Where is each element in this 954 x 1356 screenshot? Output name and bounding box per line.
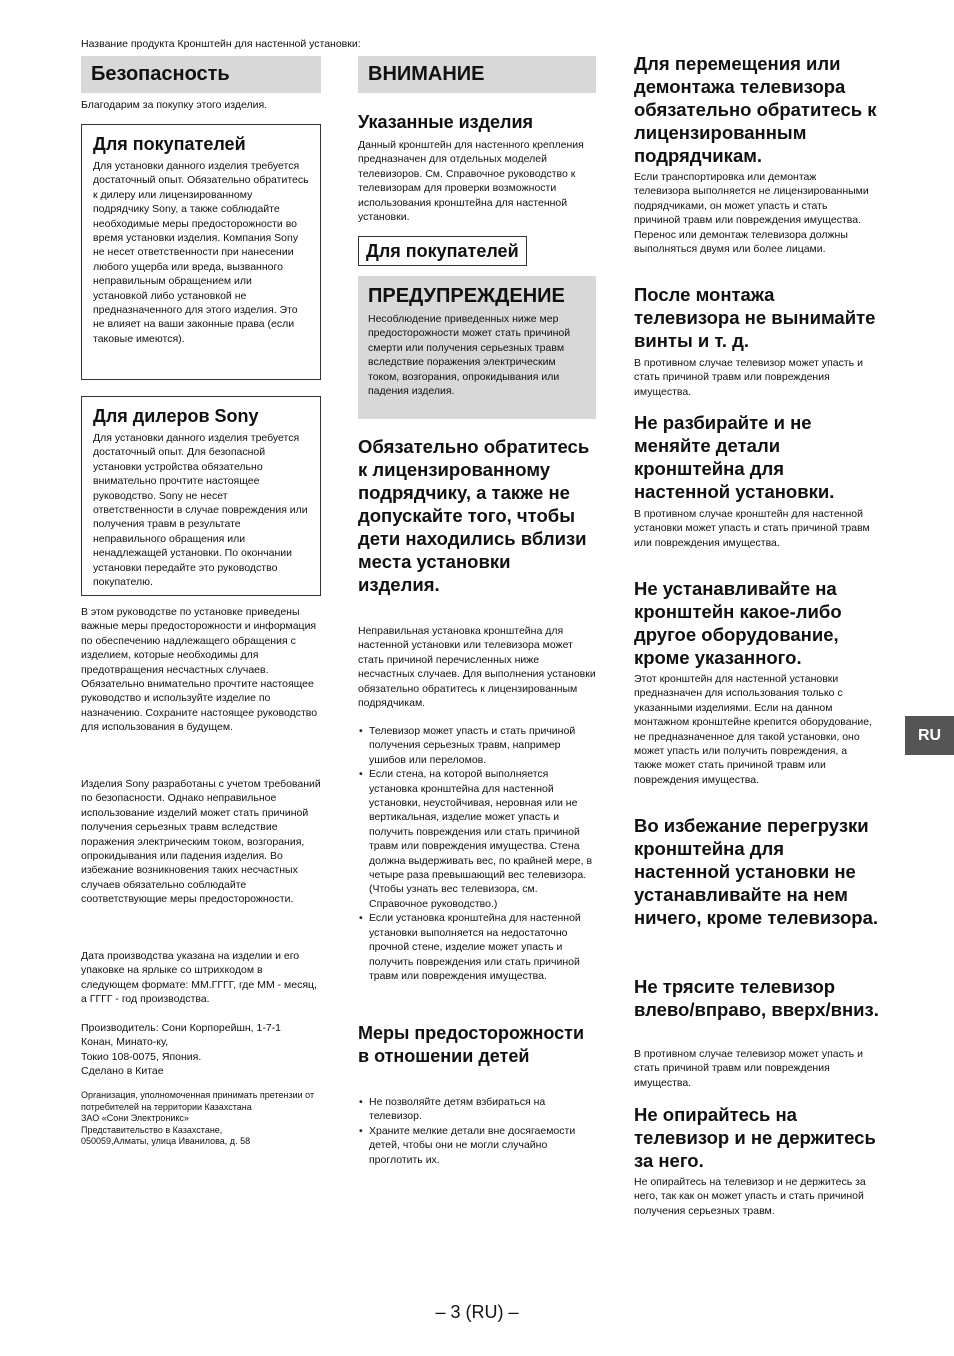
language-tab: RU: [905, 716, 954, 755]
overload-title: Во избежание перегрузки кронштейна для настенной установки не устанавливайте на нем ничего, кроме телевизора.: [634, 815, 879, 928]
specified-products-text: Данный кронштейн для настенного крепления предназначен для отдельных моделей телевизоров. См. Справочное руководство к телевизорам для проверки возможности использования кронштейна для настенной установки.: [358, 139, 584, 224]
list-item: • Не позволяйте детям взбираться на телевизор.: [369, 1095, 599, 1124]
warning-box: [358, 276, 596, 419]
other-equipment-text: Этот кронштейн для настенной установки предназначен для использования только с указанными изделиями. Если на данном монтажном кронштейне крепится оборудование, не предназначенное для такой установки, оно может упасть или получить повреждения, а также может стать причиной травм или повреждения имущества.: [634, 673, 873, 786]
org-line: ЗАО «Сони Электроникс»: [81, 1113, 189, 1124]
maker-line: Конан, Минато-ку,: [81, 1036, 169, 1049]
buyers-box-title: Для покупателей: [93, 134, 246, 154]
warning-text: Несоблюдение приведенных ниже мер предосторожности может стать причиной смерти или получения серьезных травм вследствие поражения электрическим током, возгорания, опрокидывания или падения изделия.: [368, 313, 571, 398]
dealers-box-text: Для установки данного изделия требуется достаточный опыт. Для безопасной установки устройства обязательно внимательно прочтите настоящее руководство. Sony не несет ответственности в случае повреждения или получения травм в результате неправильного обращения или ненадлежащей установки. По окончании установки передайте это руководство покупателю.: [93, 432, 308, 589]
shake-title: Не трясите телевизор влево/вправо, вверх/вниз.: [634, 976, 879, 1020]
contractor-title: Обязательно обратитесь к лицензированному подрядчику, а также не допускайте того, чтобы дети находились вблизи места установки изделия.: [358, 436, 590, 595]
moving-text: Если транспортировка или демонтаж телевизора выполняется не лицензированными подрядчиками, он может упасть и стать причиной травм или повреждения имущества. Перенос или демонтаж телевизора должны выполняться двумя или более лицами.: [634, 171, 869, 256]
warning-title: ПРЕДУПРЕЖДЕНИЕ: [368, 285, 565, 307]
list-item: • Телевизор может упасть и стать причиной получения серьезных травм, например ушибов или переломов.: [369, 724, 595, 767]
screws-title: После монтажа телевизора не вынимайте винты и т. д.: [634, 284, 876, 351]
intro-paragraph: В этом руководстве по установке приведены важные меры предосторожности и информация по обеспечению надлежащего обращения с изделием, которые необходимы для предотвращения несчастных случаев. Обязательно внимательно прочтите настоящее руководство и используйте изделие по назначению. Сохраните настоящее руководство для использования в будущем.: [81, 606, 318, 734]
overload-text: В противном случае телевизор может упасть и стать причиной травм или повреждения имущества.: [634, 1048, 863, 1089]
attention-title: ВНИМАНИЕ: [358, 56, 596, 93]
buyers-box-text: Для установки данного изделия требуется достаточный опыт. Обязательно обратитесь к дилеру или лицензированному подрядчику Sony, а также соблюдайте необходимые меры предосторожности во время установки изделия. Компания Sony не несет ответственности при нанесении любого ущерба или вреда, вызванного неправильным обращением или установкой либо установкой не предназначенного для этого изделия. Это не влияет на ваши законные права (если таковые имеются).: [93, 160, 309, 345]
list-item: • Если установка кронштейна для настенной установки выполняется на недостаточно прочной стене, изделие может упасть и получить повреждения или стать причиной травм или повреждения имущества.: [369, 911, 595, 983]
list-item: • Если стена, на которой выполняется установка кронштейна для настенной установки, неустойчивая, неровная или не вертикальная, изделие может упасть и получить повреждения или стать причиной травм или повреждения имущества. Стена должна выдерживать вес, по крайней мере, в четыре раза превышающий вес телевизора. (Чтобы узнать вес телевизора, см. Справочное руководство.): [369, 767, 595, 911]
screws-text: В противном случае телевизор может упасть и стать причиной травм или повреждения имущества.: [634, 357, 863, 398]
thanks-text: Благодарим за покупку этого изделия.: [81, 99, 268, 111]
contractor-list: [358, 724, 595, 983]
org-line: Организация, уполномоченная принимать претензии от: [81, 1090, 315, 1100]
children-list: [358, 1095, 599, 1167]
org-line: Представительство в Казахстане,: [81, 1124, 223, 1135]
for-buyers-label: Для покупателей: [358, 236, 527, 266]
organization-block: [81, 1090, 326, 1148]
maker-line: Производитель: Сони Корпорейшн, 1-7-1: [81, 1022, 282, 1034]
lean-title: Не опирайтесь на телевизор и не держитесь за него.: [634, 1104, 876, 1171]
lean-text: Не опирайтесь на телевизор и не держитесь за него, так как он может упасть и стать причиной получения серьезных травм.: [634, 1176, 866, 1217]
specified-products-title: Указанные изделия: [358, 112, 534, 132]
buyers-box: [81, 124, 321, 380]
page-number: – 3 (RU) –: [435, 1302, 519, 1322]
children-title: Меры предосторожности в отношении детей: [358, 1023, 585, 1066]
safety-title: Безопасность: [81, 56, 321, 93]
manufacturer-block: [81, 1021, 321, 1079]
safety-paragraph: Изделия Sony разработаны с учетом требований по безопасности. Однако неправильное использование изделий может стать причиной получения серьезных травм вследствие поражения электрическим током, возгорания, опрокидывания или падения изделия. Во избежание возникновения таких несчастных случаев обязательно соблюдайте соответствующие меры предосторожности.: [81, 778, 321, 906]
dealers-box: [81, 396, 321, 596]
other-equipment-title: Не устанавливайте на кронштейн какое-либо другое оборудование, кроме указанного.: [634, 578, 842, 668]
list-item: • Храните мелкие детали вне досягаемости детей, чтобы они не могли случайно проглотить их.: [369, 1124, 599, 1167]
contractor-text: Неправильная установка кронштейна для настенной установки или телевизора может стать причиной перечисленных ниже несчастных случаев. Для выполнения установки обязательно обратитесь к лицензированным подрядчикам.: [358, 625, 596, 710]
date-paragraph: Дата производства указана на изделии и его упаковке на ярлыке со штрихкодом в следующем формате: ММ.ГГГГ, где ММ - месяц, а ГГГГ - год производства.: [81, 950, 317, 1006]
maker-line: Сделано в Китае: [81, 1065, 164, 1078]
disassemble-text: В противном случае кронштейн для настенной установки может упасть и стать причиной травм или повреждения имущества.: [634, 508, 870, 549]
dealers-box-title: Для дилеров Sony: [93, 406, 259, 426]
org-line: потребителей на территории Казахстана: [81, 1101, 252, 1112]
org-line: 050059,Алматы, улица Иванилова, д. 58: [81, 1136, 251, 1147]
moving-title: Для перемещения или демонтажа телевизора обязательно обратитесь к лицензированным подрядчикам.: [634, 53, 877, 166]
disassemble-title: Не разбирайте и не меняйте детали кронштейна для настенной установки.: [634, 412, 835, 502]
product-header: Название продукта Кронштейн для настенной установки:: [81, 38, 361, 50]
maker-line: Токио 108-0075, Япония.: [81, 1050, 202, 1063]
